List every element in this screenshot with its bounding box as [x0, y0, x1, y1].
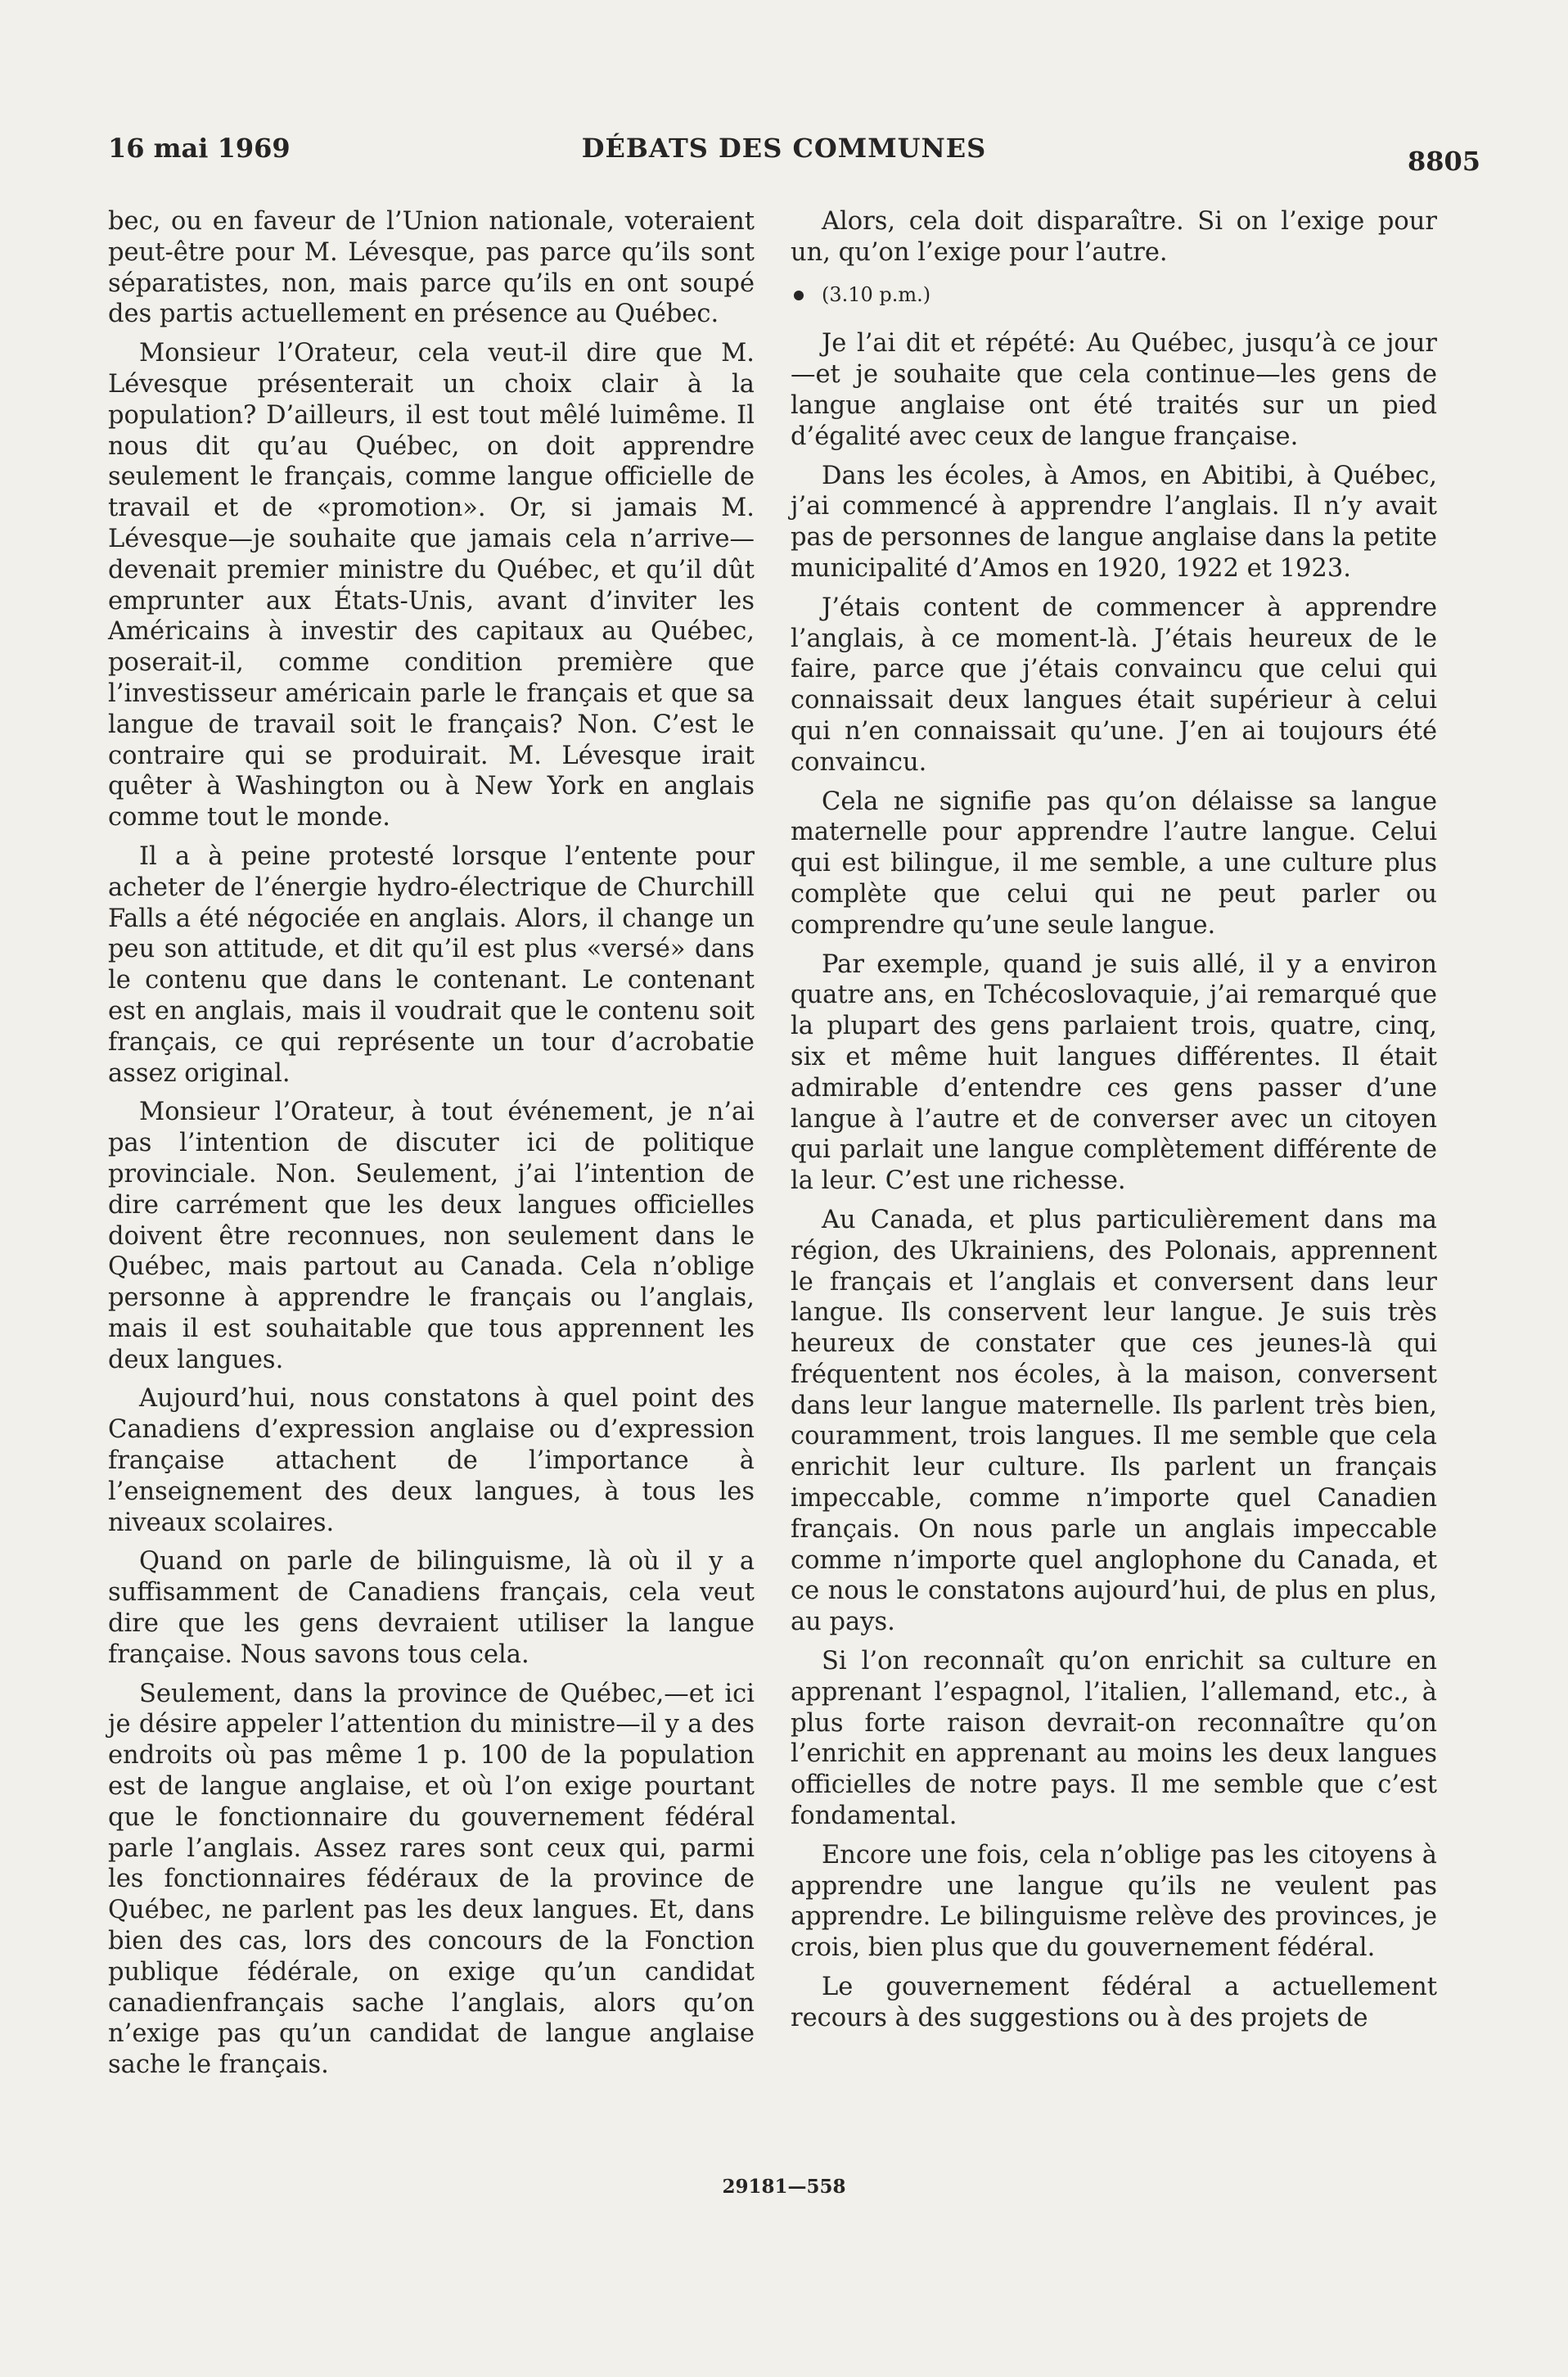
page-number: 8805	[1408, 146, 1481, 177]
paragraph: Il a à peine protesté lorsque l’entente pour acheter de l’énergie hydro-électrique de Churchill Falls a été négociée en anglais. Alors, il change un peu son attitude, et dit qu’il est plus «versé» dans le contenu que dans le contenant. Le contenant est en anglais, mais il voudrait que le contenu soit français, ce qui représente un tour d’acrobatie assez original.	[108, 841, 755, 1088]
header-title: DÉBATS DES COMMUNES	[581, 133, 987, 164]
left-column	[108, 206, 755, 2089]
time-marker-text: (3.10 p.m.)	[822, 282, 931, 306]
paragraph: Cela ne signifie pas qu’on délaisse sa langue maternelle pour apprendre l’autre langue. Celui qui est bilingue, il me semble, a une culture plus complète que celui qui ne peut parler ou comprendre qu’une seule langue.	[791, 787, 1437, 940]
paragraph: Dans les écoles, à Amos, en Abitibi, à Québec, j’ai commencé à apprendre l’anglais. Il n’y avait pas de personnes de langue anglaise dans la petite municipalité d’Amos en 1920, 1922 et 1923.	[791, 461, 1437, 583]
bullet-icon	[794, 291, 804, 300]
paragraph: Aujourd’hui, nous constatons à quel point des Canadiens d’expression anglaise ou d’expression française attachent de l’importance à l’enseignement des deux langues, à tous les niveaux scolaires.	[108, 1384, 755, 1537]
header-date: 16 mai 1969	[108, 133, 291, 164]
paragraph: bec, ou en faveur de l’Union nationale, voteraient peut-être pour M. Lévesque, pas parce qu’ils sont séparatistes, non, mais parce qu’ils en ont soupé des partis actuellement en présence au Québec.	[108, 207, 755, 329]
right-column	[791, 206, 1437, 2042]
time-marker	[791, 280, 1437, 311]
paragraph: Monsieur l’Orateur, cela veut-il dire que M. Lévesque présenterait un choix clair à la population? D’ailleurs, il est tout mêlé luimême. Il nous dit qu’au Québec, on doit apprendre seulement le français, comme langue officielle de travail et de «promotion». Or, si jamais M. Lévesque—je souhaite que jamais cela n’arrive—devenait premier ministre du Québec, et qu’il dût emprunter aux États-Unis, avant d’inviter les Américains à investir des capitaux au Québec, poserait-il, comme condition première que l’investisseur américain parle le français et que sa langue de travail soit le français? Non. C’est le contraire qui se produirait. M. Lévesque irait quêter à Washington ou à New York en anglais comme tout le monde.	[108, 339, 755, 832]
paragraph: Le gouvernement fédéral a actuellement recours à des suggestions ou à des projets de	[791, 1973, 1437, 2032]
paragraph: Encore une fois, cela n’oblige pas les citoyens à apprendre une langue qu’ils ne veulent pas apprendre. Le bilinguisme relève des provinces, je crois, bien plus que du gouvernement fédéral.	[791, 1840, 1437, 1963]
paragraph: Je l’ai dit et répété: Au Québec, jusqu’à ce jour—et je souhaite que cela continue—les gens de langue anglaise ont été traités sur un pied d’égalité avec ceux de langue française.	[791, 329, 1437, 451]
paragraph: Par exemple, quand je suis allé, il y a environ quatre ans, en Tchécoslovaquie, j’ai remarqué que la plupart des gens parlaient trois, quatre, cinq, six et même huit langues différentes. Il était admirable d’entendre ces gens passer d’une langue à l’autre et de converser avec un citoyen qui parlait une langue complètement différente de la leur. C’est une richesse.	[791, 949, 1437, 1196]
footer-code: 29181—558	[722, 2176, 846, 2198]
paragraph: Quand on parle de bilinguisme, là où il y a suffisamment de Canadiens français, cela veut dire que les gens devraient utiliser la langue française. Nous savons tous cela.	[108, 1547, 755, 1669]
paragraph: J’étais content de commencer à apprendre l’anglais, à ce moment-là. J’étais heureux de le faire, parce que j’étais convaincu que celui qui connaissait deux langues était supérieur à celui qui n’en connaissait qu’une. J’en ai toujours été convaincu.	[791, 593, 1437, 777]
paragraph: Alors, cela doit disparaître. Si on l’exige pour un, qu’on l’exige pour l’autre.	[791, 207, 1437, 267]
paragraph: Si l’on reconnaît qu’on enrichit sa culture en apprenant l’espagnol, l’italien, l’allemand, etc., à plus forte raison devrait-on reconnaître qu’on l’enrichit en apprenant au moins les deux langues officielles de notre pays. Il me semble que c’est fondamental.	[791, 1647, 1437, 1831]
paragraph: Au Canada, et plus particulièrement dans ma région, des Ukrainiens, des Polonais, apprennent le français et l’anglais et conversent dans leur langue. Ils conservent leur langue. Je suis très heureux de constater que ces jeunes-là qui fréquentent nos écoles, à la maison, conversent dans leur langue maternelle. Ils parlent très bien, couramment, trois langues. Il me semble que cela enrichit leur culture. Ils parlent un français impeccable, comme n’importe quel Canadien français. On nous parle un anglais impeccable comme n’importe quel anglophone du Canada, et ce nous le constatons aujourd’hui, de plus en plus, au pays.	[791, 1205, 1437, 1637]
paragraph: Monsieur l’Orateur, à tout événement, je n’ai pas l’intention de discuter ici de politique provinciale. Non. Seulement, j’ai l’intention de dire carrément que les deux langues officielles doivent être reconnues, non seulement dans le Québec, mais partout au Canada. Cela n’oblige personne à apprendre le français ou l’anglais, mais il est souhaitable que tous apprennent les deux langues.	[108, 1098, 755, 1374]
paragraph: Seulement, dans la province de Québec,—et ici je désire appeler l’attention du ministre—il y a des endroits où pas même 1 p. 100 de la population est de langue anglaise, et où l’on exige pourtant que le fonctionnaire du gouvernement fédéral parle l’anglais. Assez rares sont ceux qui, parmi les fonctionnaires fédéraux de la province de Québec, ne parlent pas les deux langues. Et, dans bien des cas, lors des concours de la Fonction publique fédérale, on exige qu’un candidat canadienfrançais sache l’anglais, alors qu’on n’exige pas qu’un candidat de langue anglaise sache le français.	[108, 1679, 755, 2080]
